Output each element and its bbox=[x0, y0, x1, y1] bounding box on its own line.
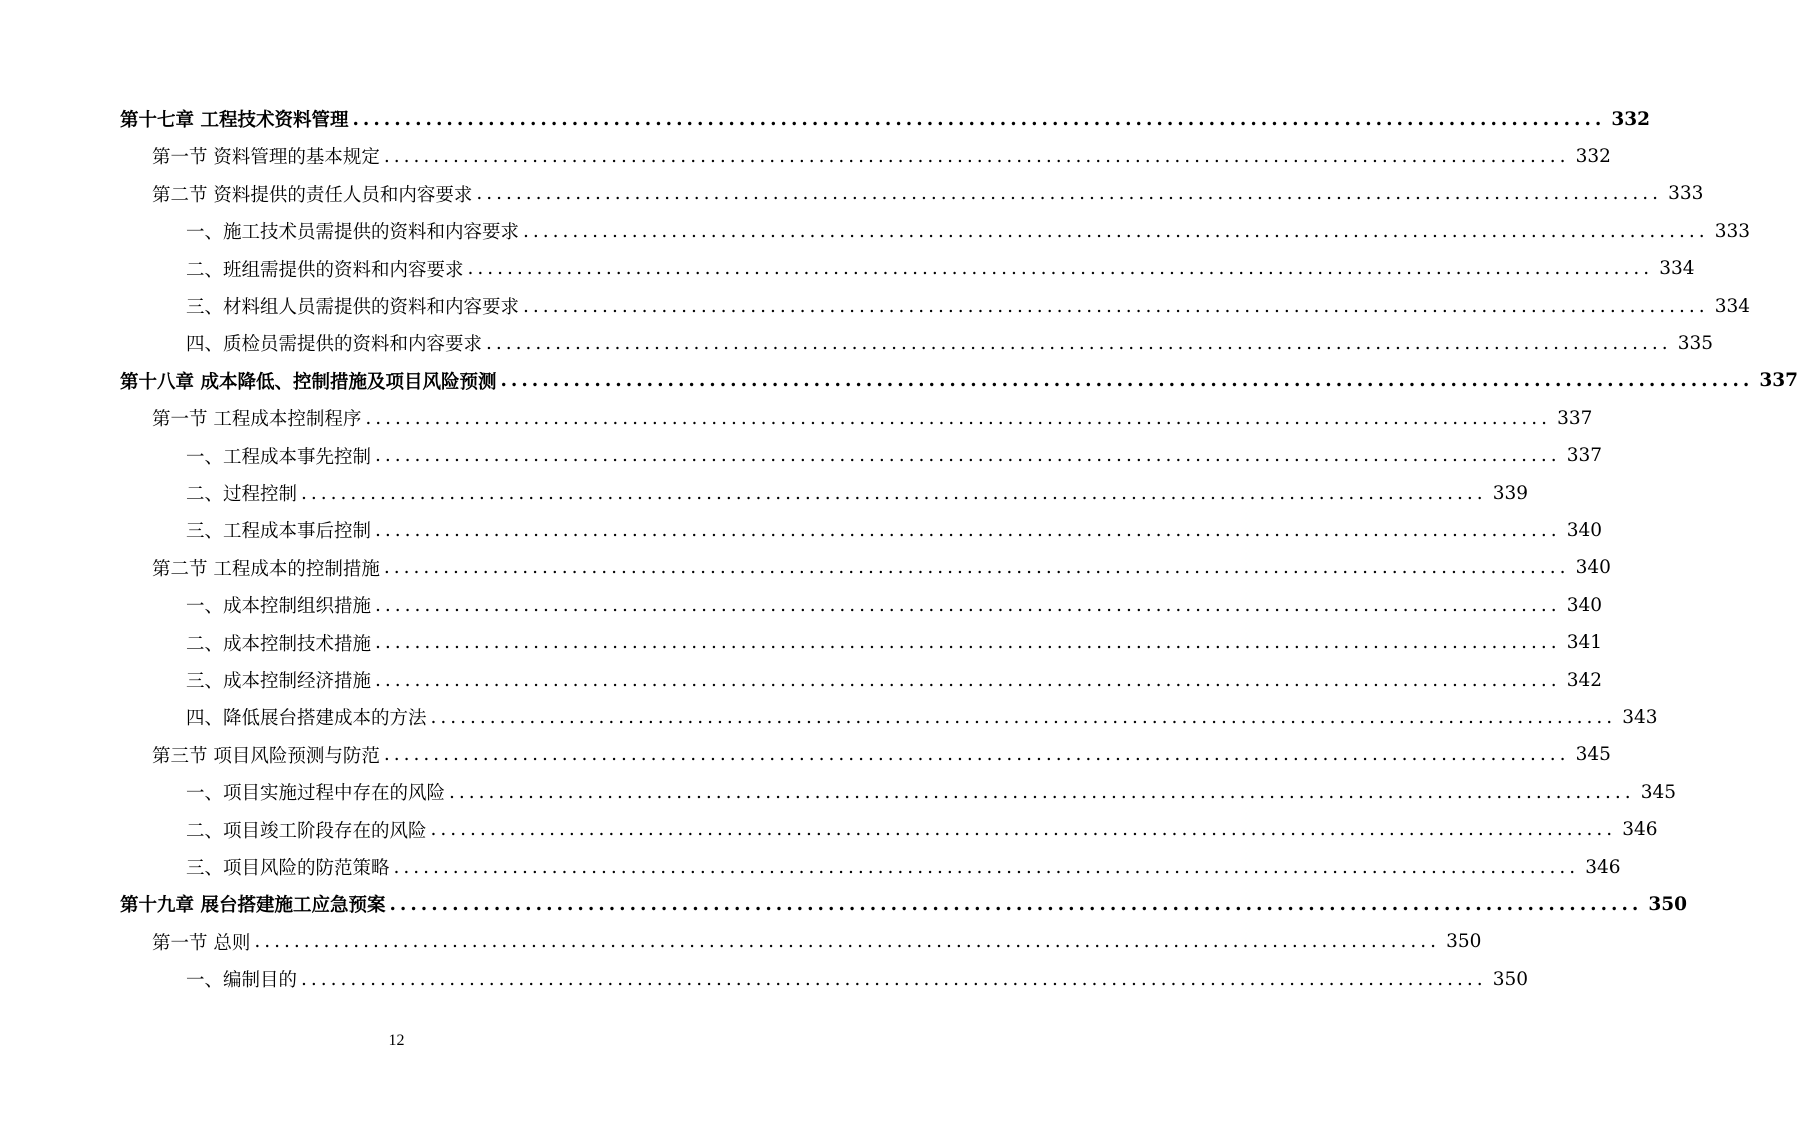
toc-entry[interactable] bbox=[152, 179, 1704, 209]
toc-entry-page: 345 bbox=[1575, 744, 1611, 766]
toc-leader-dots: ........................................................................................................................ bbox=[486, 332, 1672, 354]
toc-entry-label: 第一节 总则 bbox=[152, 932, 251, 954]
toc-entry[interactable] bbox=[120, 104, 1650, 134]
toc-entry[interactable] bbox=[152, 553, 1611, 583]
toc-leader-dots: ........................................................................................................................ bbox=[301, 968, 1487, 990]
toc-leader-dots: ........................................................................................................................ bbox=[430, 819, 1617, 841]
toc-entry-page: 334 bbox=[1659, 258, 1695, 280]
toc-entry[interactable] bbox=[186, 628, 1603, 658]
toc-entry[interactable] bbox=[186, 441, 1603, 471]
toc-entry-label: 第二节 资料提供的责任人员和内容要求 bbox=[152, 184, 473, 206]
toc-leader-dots: ........................................................................................................................ bbox=[375, 445, 1561, 467]
toc-entry-page: 346 bbox=[1585, 856, 1621, 878]
toc-entry[interactable] bbox=[120, 366, 1798, 396]
toc-entry-label: 第二节 工程成本的控制措施 bbox=[152, 558, 380, 580]
toc-entry-page: 350 bbox=[1446, 931, 1482, 953]
toc-leader-dots: ........................................................................................................................ bbox=[375, 594, 1561, 616]
toc-leader-dots: ........................................................................................................................ bbox=[375, 632, 1561, 654]
toc-entry-page: 337 bbox=[1759, 370, 1798, 392]
toc-entry-label: 二、过程控制 bbox=[186, 484, 298, 505]
toc-entry-page: 350 bbox=[1648, 893, 1687, 915]
toc-entry-label: 第十八章 成本降低、控制措施及项目风险预测 bbox=[120, 371, 497, 393]
toc-entry-page: 337 bbox=[1566, 445, 1603, 467]
toc-entry-page: 346 bbox=[1622, 819, 1658, 841]
toc-leader-dots: ........................................................................................................................ bbox=[523, 295, 1709, 317]
toc-entry-label: 三、工程成本事后控制 bbox=[186, 521, 372, 543]
toc-leader-dots: ........................................................................................................................ bbox=[523, 220, 1709, 242]
toc-entry-label: 二、班组需提供的资料和内容要求 bbox=[186, 259, 464, 281]
toc-entry[interactable] bbox=[186, 590, 1603, 620]
toc-entry[interactable] bbox=[186, 291, 1751, 321]
toc-entry-label: 四、质检员需提供的资料和内容要求 bbox=[186, 334, 483, 356]
toc-entry[interactable] bbox=[186, 702, 1658, 732]
toc-leader-dots: ........................................................................................................................ bbox=[254, 931, 1441, 953]
toc-entry-page: 333 bbox=[1668, 183, 1704, 205]
toc-leader-dots: ........................................................................................................................ bbox=[365, 407, 1552, 429]
toc-leader-dots: ........................................................................................................................ bbox=[467, 258, 1654, 280]
toc-entry[interactable] bbox=[186, 515, 1603, 545]
toc-entry[interactable] bbox=[186, 328, 1714, 358]
toc-entry-label: 一、项目实施过程中存在的风险 bbox=[186, 783, 446, 805]
toc-entry-page: 340 bbox=[1566, 519, 1603, 541]
toc-entry-label: 第三节 项目风险预测与防范 bbox=[152, 745, 380, 767]
toc-leader-dots: ........................................................................................................................ bbox=[389, 893, 1643, 915]
toc-entry-label: 一、施工技术员需提供的资料和内容要求 bbox=[186, 222, 520, 244]
toc-entry-page: 343 bbox=[1622, 706, 1658, 728]
toc-entry[interactable] bbox=[120, 889, 1687, 919]
toc-entry-page: 340 bbox=[1566, 594, 1603, 616]
toc-leader-dots: ........................................................................................................................ bbox=[500, 370, 1754, 392]
toc-leader-dots: ........................................................................................................................ bbox=[383, 145, 1570, 167]
toc-entry-page: 334 bbox=[1714, 295, 1751, 317]
toc-leader-dots: ........................................................................................................................ bbox=[352, 108, 1606, 130]
toc-leader-dots: ........................................................................................................................ bbox=[375, 669, 1561, 691]
toc-entry-page: 332 bbox=[1611, 108, 1650, 130]
toc-entry[interactable] bbox=[186, 964, 1529, 994]
toc-leader-dots: ........................................................................................................................ bbox=[449, 781, 1635, 803]
toc-entry-label: 第十七章 工程技术资料管理 bbox=[120, 110, 349, 131]
toc-entry[interactable] bbox=[186, 852, 1621, 882]
toc-entry[interactable] bbox=[186, 665, 1603, 695]
toc-entry[interactable] bbox=[186, 216, 1751, 246]
toc-entry-page: 335 bbox=[1677, 332, 1714, 354]
toc-entry[interactable] bbox=[186, 254, 1695, 284]
toc-entry-page: 332 bbox=[1575, 145, 1611, 167]
toc-entry-label: 三、材料组人员需提供的资料和内容要求 bbox=[186, 297, 520, 318]
toc-entry[interactable] bbox=[186, 777, 1677, 807]
toc-entry-page: 350 bbox=[1492, 968, 1529, 990]
toc-entry-label: 四、降低展台搭建成本的方法 bbox=[186, 708, 427, 730]
toc-entry-label: 第十九章 展台搭建施工应急预案 bbox=[120, 895, 386, 917]
toc-entry[interactable] bbox=[152, 403, 1593, 433]
toc-entry[interactable] bbox=[152, 141, 1611, 171]
toc-entry[interactable] bbox=[152, 740, 1611, 770]
toc-entry-page: 341 bbox=[1566, 632, 1603, 654]
toc-entry-label: 三、项目风险的防范策略 bbox=[186, 858, 390, 879]
toc-leader-dots: ........................................................................................................................ bbox=[383, 744, 1570, 766]
toc-entry-page: 345 bbox=[1640, 781, 1677, 803]
toc-entry[interactable] bbox=[186, 815, 1658, 845]
toc-entry-label: 第一节 工程成本控制程序 bbox=[152, 409, 362, 431]
toc-entry-label: 第一节 资料管理的基本规定 bbox=[152, 147, 380, 169]
toc-entry-label: 一、工程成本事先控制 bbox=[186, 446, 372, 468]
toc-leader-dots: ........................................................................................................................ bbox=[375, 519, 1561, 541]
toc-leader-dots: ........................................................................................................................ bbox=[430, 706, 1617, 728]
toc-entry-page: 340 bbox=[1575, 557, 1611, 579]
toc-entry-page: 333 bbox=[1714, 220, 1751, 242]
toc-entry-label: 一、成本控制组织措施 bbox=[186, 596, 372, 618]
toc-entry-label: 二、成本控制技术措施 bbox=[186, 633, 372, 655]
toc-leader-dots: ........................................................................................................................ bbox=[476, 183, 1663, 205]
toc-entry[interactable] bbox=[186, 478, 1529, 508]
toc-entry-label: 二、项目竣工阶段存在的风险 bbox=[186, 820, 427, 842]
toc-entry-page: 339 bbox=[1492, 482, 1529, 504]
toc-entry-label: 三、成本控制经济措施 bbox=[186, 671, 372, 692]
toc-entry-label: 一、编制目的 bbox=[186, 970, 298, 992]
toc-leader-dots: ........................................................................................................................ bbox=[301, 482, 1487, 504]
page-number: 12 bbox=[388, 1032, 405, 1049]
toc-leader-dots: ........................................................................................................................ bbox=[383, 557, 1570, 579]
toc-entry-page: 342 bbox=[1566, 669, 1603, 691]
toc-entry-page: 337 bbox=[1557, 407, 1593, 429]
toc-entry[interactable] bbox=[152, 927, 1482, 957]
toc-leader-dots: ........................................................................................................................ bbox=[393, 856, 1580, 878]
